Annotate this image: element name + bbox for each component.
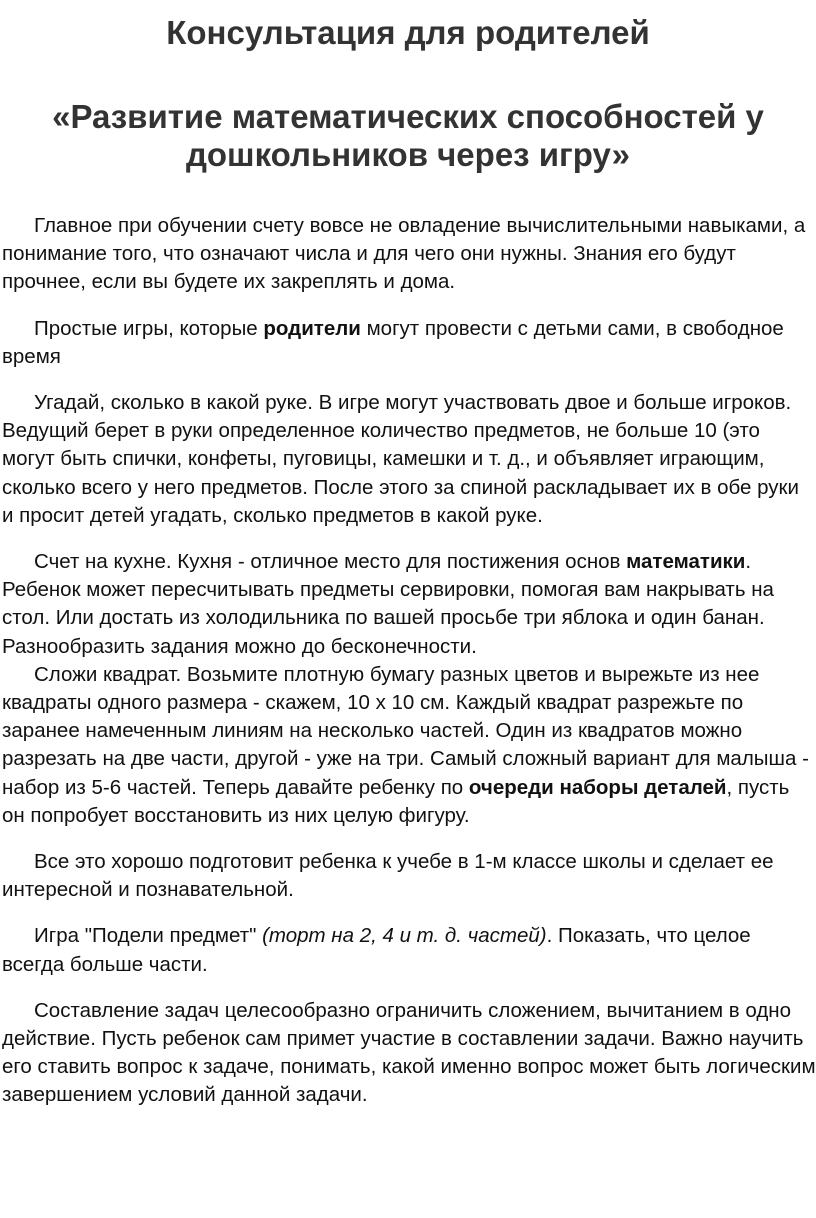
paragraph-text: Простые игры, которые	[34, 316, 264, 340]
bold-text: родители	[263, 316, 361, 340]
paragraph-divide-game	[2, 922, 816, 978]
bold-text: очереди наборы деталей	[468, 775, 727, 799]
paragraph-problem-composing: Составление задач целесообразно ограничить сложением, вычитанием в одно действие. Пусть ребенок сам примет участие в составлении задачи. Важно научить его ставить вопрос к задаче, понимать, какой именно вопрос может быть логическим завершением условий данной задачи.	[2, 998, 816, 1107]
document-body	[2, 212, 816, 1128]
paragraph-text: Счет на кухне. Кухня - отличное место для постижения основ	[34, 550, 627, 574]
document-subtitle: «Развитие математических способностей у дошкольников через игру»	[52, 98, 764, 173]
paragraph-intro: Главное при обучении счету вовсе не овладение вычислительными навыками, а понимание того, что означают числа и для чего они нужны. Знания его будут прочнее, если вы будете их закреплять и дома.	[2, 214, 806, 294]
paragraph-text: . Ребенок может пересчитывать предметы сервировки, помогая вам накрывать на стол. Или достать из холодильника по вашей просьбе три яблока и один банан. Разнообразить задания можно до бесконечности.	[2, 550, 774, 658]
paragraph-text: Сложи квадрат. Возьмите плотную бумагу разных цветов и вырежьте из нее квадраты одного размера - скажем, 10 х 10 см. Каждый квадрат разрежьте по заранее намеченным линиям на несколько частей. Один из квадратов можно разрезать на две части, другой - уже на три. Самый сложный вариант для малыша - набор из 5-6 частей. Теперь давайте ребенку по	[2, 662, 809, 799]
paragraph-text: могут провести с детьми сами, в свободное время	[2, 316, 784, 368]
paragraph-simple-games	[2, 315, 816, 371]
paragraph-kitchen-counting	[2, 548, 816, 661]
bold-text: математики	[626, 550, 746, 574]
paragraph-school-prep: Все это хорошо подготовит ребенка к учебе в 1-м классе школы и сделает ее интересной и познавательной.	[2, 850, 774, 902]
paragraph-text: . Показать, что целое всегда больше части.	[2, 924, 751, 976]
paragraph-text: Игра "Подели предмет"	[34, 924, 263, 948]
paragraph-text: , пусть он попробует восстановить из них целую фигуру.	[2, 775, 790, 827]
paragraph-guess-game: Угадай, сколько в какой руке. В игре могут участвовать двое и больше игроков. Ведущий берет в руки определенное количество предметов, не больше 10 (это могут быть спички, конфеты, пуговицы, камешки и т. д., и объявляет играющим, сколько всего у него предметов. После этого за спиной раскладывает их в обе руки и просит детей угадать, сколько предметов в какой руке.	[2, 391, 799, 527]
italic-text: (торт на 2, 4 и т. д. частей)	[262, 924, 547, 948]
paragraph-square-puzzle	[2, 661, 816, 830]
document-title: Консультация для родителей	[166, 14, 650, 51]
